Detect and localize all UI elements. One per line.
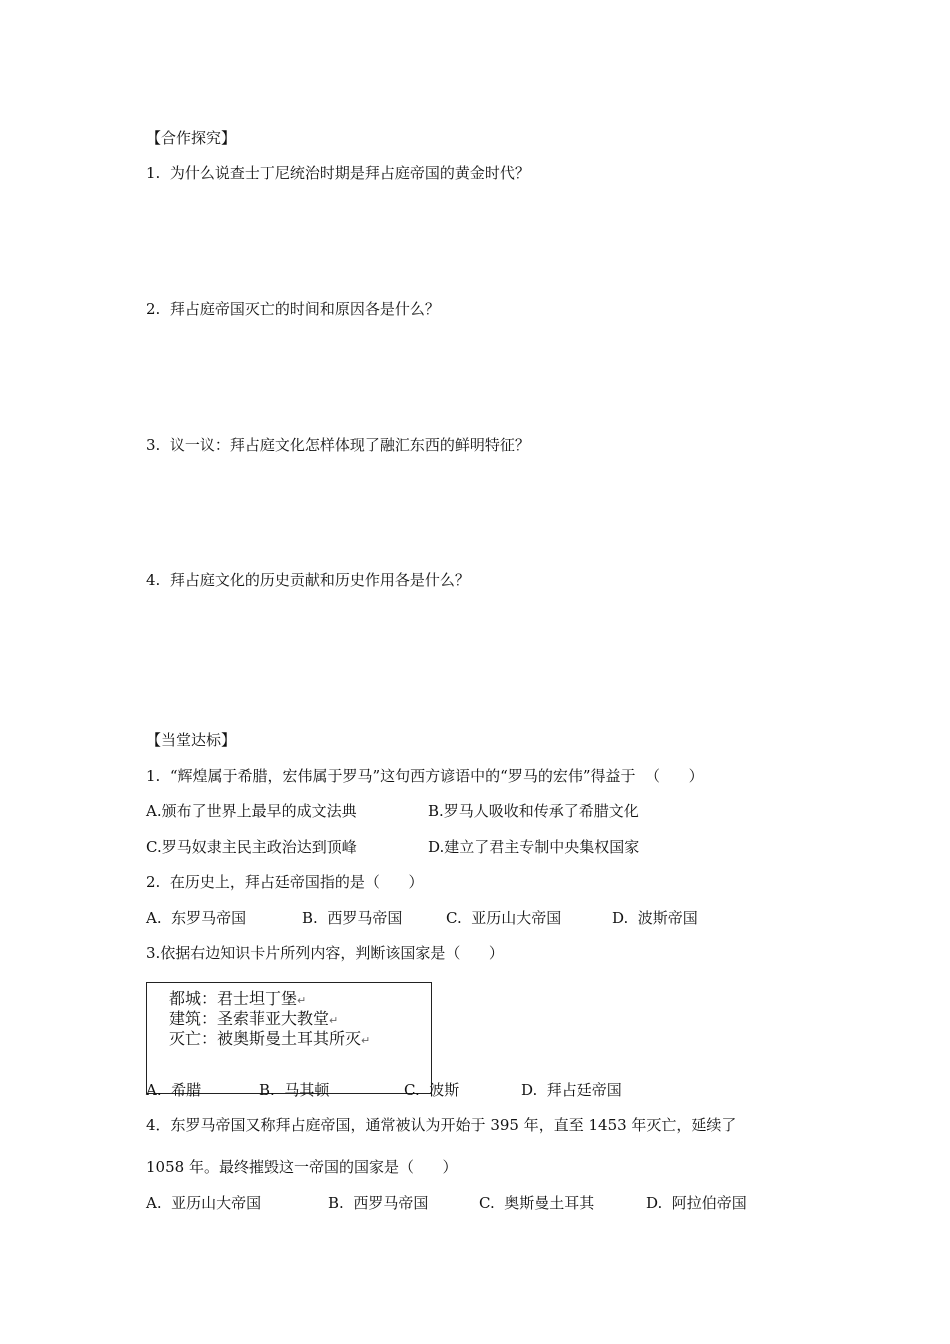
knowledge-card-capital: 都城：君士坦丁堡↵ [169, 989, 307, 1008]
practice-q2-option-a: A. 东罗马帝国 [146, 909, 247, 927]
inquiry-question-2: 2. 拜占庭帝国灭亡的时间和原因各是什么？ [146, 300, 440, 318]
practice-q2-stem: 2. 在历史上，拜占廷帝国指的是（ ） [146, 873, 424, 891]
practice-q1-option-b: B.罗马人吸收和传承了希腊文化 [428, 802, 639, 820]
section-title-cooperative-inquiry: 【合作探究】 [146, 129, 237, 147]
practice-q2-option-c: C. 亚历山大帝国 [446, 909, 562, 927]
knowledge-card-fall: 灭亡：被奥斯曼土耳其所灭↵ [169, 1029, 371, 1048]
practice-q2-option-d: D. 波斯帝国 [612, 909, 698, 927]
inquiry-question-3: 3. 议一议：拜占庭文化怎样体现了融汇东西的鲜明特征？ [146, 436, 530, 454]
practice-q4-stem-line2: 1058 年。最终摧毁这一帝国的国家是（ ） [146, 1158, 458, 1176]
practice-q4-stem-line1: 4．东罗马帝国又称拜占庭帝国，通常被认为开始于 395 年，直至 1453 年灭亡，延续了 [146, 1116, 737, 1134]
practice-q3-stem: 3.依据右边知识卡片所列内容，判断该国家是（ ） [146, 944, 504, 962]
section-title-class-practice: 【当堂达标】 [146, 731, 237, 749]
practice-q1-stem: 1. “辉煌属于希腊，宏伟属于罗马”这句西方谚语中的“罗马的宏伟”得益于 （ ） [146, 767, 704, 785]
practice-q3-option-a: A. 希腊 [146, 1081, 202, 1099]
practice-q2-option-b: B. 西罗马帝国 [302, 909, 403, 927]
knowledge-card-architecture: 建筑：圣索菲亚大教堂↵ [169, 1009, 339, 1028]
practice-q3-option-c: C. 波斯 [404, 1081, 460, 1099]
practice-q3-option-d: D. 拜占廷帝国 [521, 1081, 622, 1099]
knowledge-card [146, 982, 432, 1094]
practice-q1-option-d: D.建立了君主专制中央集权国家 [428, 838, 640, 856]
practice-q4-option-a: A. 亚历山大帝国 [146, 1194, 262, 1212]
practice-q1-option-c: C.罗马奴隶主民主政治达到顶峰 [146, 838, 357, 856]
practice-q4-option-c: C. 奥斯曼土耳其 [479, 1194, 595, 1212]
practice-q1-option-a: A.颁布了世界上最早的成文法典 [146, 802, 357, 820]
practice-q4-option-d: D. 阿拉伯帝国 [646, 1194, 747, 1212]
practice-q4-option-b: B. 西罗马帝国 [328, 1194, 429, 1212]
inquiry-question-4: 4. 拜占庭文化的历史贡献和历史作用各是什么？ [146, 571, 470, 589]
practice-q3-option-b: B. 马其顿 [259, 1081, 330, 1099]
inquiry-question-1: 1. 为什么说查士丁尼统治时期是拜占庭帝国的黄金时代？ [146, 164, 530, 182]
